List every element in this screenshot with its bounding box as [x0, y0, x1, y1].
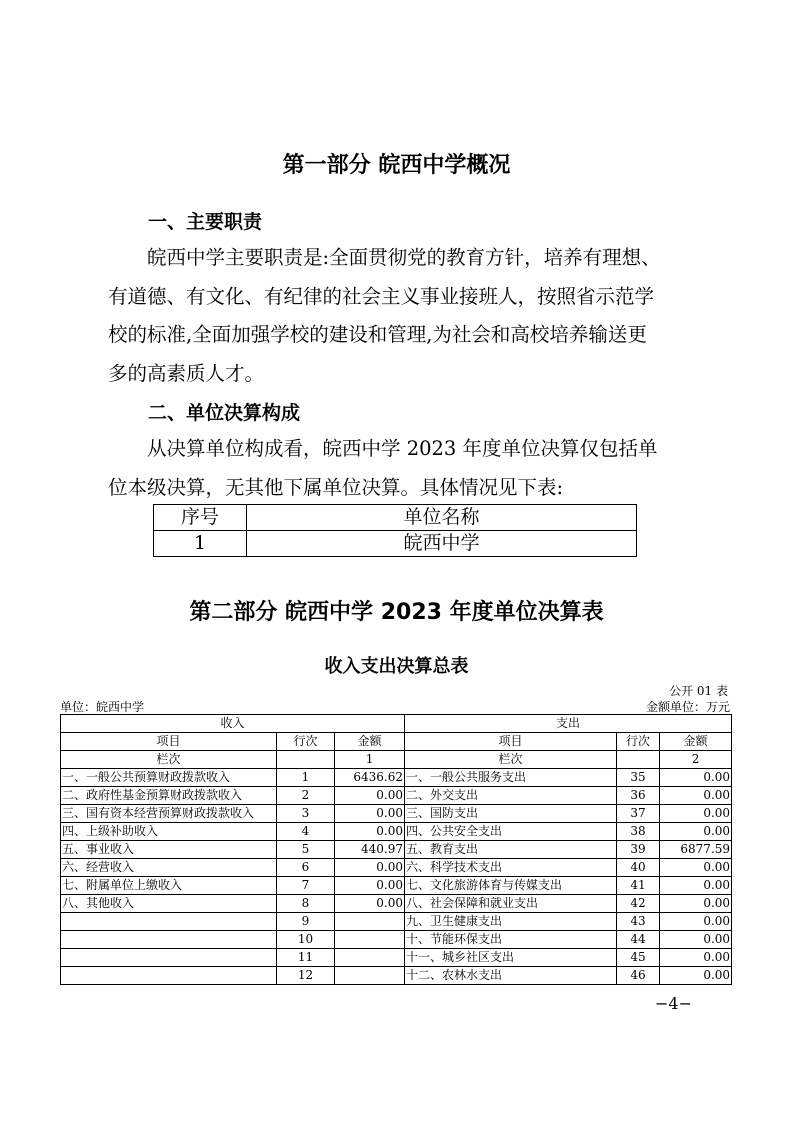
cell-in-amount: 0.00	[335, 787, 405, 805]
table-row	[154, 531, 637, 557]
cell-ex-item: 十、节能环保支出	[405, 931, 617, 949]
cell-ex-amount: 0.00	[660, 967, 732, 985]
cell-in-item: 八、其他收入	[61, 895, 277, 913]
cell-ex-item: 一、一般公共服务支出	[405, 769, 617, 787]
table-row	[61, 805, 732, 823]
cell-ex-amount: 0.00	[660, 823, 732, 841]
cell-in-amount	[335, 967, 405, 985]
cell-in-line: 3	[277, 805, 335, 823]
cell-in-item: 五、事业收入	[61, 841, 277, 859]
income-item-header: 项目	[61, 733, 277, 751]
income-line-header: 行次	[277, 733, 335, 751]
section1-paragraph	[108, 239, 688, 393]
table-row	[61, 895, 732, 913]
cell-in-amount: 6436.62	[335, 769, 405, 787]
section1-heading: 一、主要职责	[148, 211, 263, 233]
cell-in-item	[61, 967, 277, 985]
cell-in-amount: 0.00	[335, 859, 405, 877]
cell-ex-line: 44	[617, 931, 660, 949]
cell-in-item: 六、经营收入	[61, 859, 277, 877]
section2-heading: 二、单位决算构成	[148, 402, 301, 424]
cell-in-amount	[335, 931, 405, 949]
cell-ex-item: 十一、城乡社区支出	[405, 949, 617, 967]
expense-group-header: 支出	[405, 715, 732, 733]
cell-ex-item: 八、社会保障和就业支出	[405, 895, 617, 913]
cell-ex-item: 四、公共安全支出	[405, 823, 617, 841]
cell-unit-name: 皖西中学	[247, 531, 637, 557]
cell-ex-item: 二、外交支出	[405, 787, 617, 805]
cell-in-line: 2	[277, 787, 335, 805]
cell-ex-item: 十二、农林水支出	[405, 967, 617, 985]
expense-index-label: 栏次	[405, 751, 617, 769]
cell-in-item: 七、附属单位上缴收入	[61, 877, 277, 895]
paragraph-line: 有道德、有文化、有纪律的社会主义事业接班人，按照省示范学	[108, 284, 655, 308]
part1-title: 第一部分 皖西中学概况	[282, 153, 511, 178]
section2-paragraph	[108, 430, 688, 507]
table-row	[61, 787, 732, 805]
cell-ex-line: 40	[617, 859, 660, 877]
income-amount-header: 金额	[335, 733, 405, 751]
paragraph-line: 皖西中学主要职责是:全面贯彻党的教育方针，培养有理想、	[147, 246, 661, 269]
cell-ex-line: 41	[617, 877, 660, 895]
cell-ex-line: 37	[617, 805, 660, 823]
summary-table-title: 收入支出决算总表	[324, 656, 469, 677]
part2-title: 第二部分 皖西中学 2023 年度单位决算表	[189, 600, 604, 625]
table-row	[61, 967, 732, 985]
cell-in-line: 7	[277, 877, 335, 895]
cell-ex-line: 39	[617, 841, 660, 859]
cell-in-line: 1	[277, 769, 335, 787]
income-group-header: 收入	[61, 715, 405, 733]
cell-ex-item: 五、教育支出	[405, 841, 617, 859]
cell-ex-amount: 0.00	[660, 877, 732, 895]
cell-ex-amount: 0.00	[660, 859, 732, 877]
paragraph-line: 校的标准,全面加强学校的建设和管理,为社会和高校培养输送更	[108, 323, 647, 346]
cell-in-line: 8	[277, 895, 335, 913]
cell-in-line: 12	[277, 967, 335, 985]
expense-index-number: 2	[660, 751, 732, 769]
cell-in-line: 9	[277, 913, 335, 931]
cell-ex-amount: 0.00	[660, 787, 732, 805]
empty-cell	[617, 751, 660, 769]
cell-ex-line: 35	[617, 769, 660, 787]
cell-in-line: 11	[277, 949, 335, 967]
empty-cell	[277, 751, 335, 769]
cell-seq: 1	[154, 531, 247, 557]
table-row	[61, 877, 732, 895]
table-row	[61, 949, 732, 967]
group-header-row	[61, 715, 732, 733]
table-header-row	[154, 505, 637, 531]
summary-body	[61, 769, 732, 985]
table-row	[61, 823, 732, 841]
cell-ex-line: 43	[617, 913, 660, 931]
unit-label: 单位：皖西中学	[60, 700, 145, 714]
cell-ex-amount: 0.00	[660, 769, 732, 787]
column-header-row	[61, 733, 732, 751]
cell-ex-line: 36	[617, 787, 660, 805]
cell-ex-amount: 6877.59	[660, 841, 732, 859]
cell-ex-amount: 0.00	[660, 949, 732, 967]
expense-line-header: 行次	[617, 733, 660, 751]
cell-in-line: 6	[277, 859, 335, 877]
table-row	[61, 769, 732, 787]
table-row	[61, 913, 732, 931]
header-unit-name: 单位名称	[247, 505, 637, 531]
cell-ex-item: 六、科学技术支出	[405, 859, 617, 877]
paragraph-line: 多的高素质人才。	[108, 361, 265, 385]
table-row	[61, 931, 732, 949]
cell-in-amount	[335, 949, 405, 967]
cell-in-amount: 0.00	[335, 805, 405, 823]
cell-in-line: 4	[277, 823, 335, 841]
cell-in-line: 10	[277, 931, 335, 949]
cell-ex-amount: 0.00	[660, 805, 732, 823]
table-code: 公开 01 表	[669, 684, 728, 698]
cell-in-item: 三、国有资本经营预算财政拨款收入	[61, 805, 277, 823]
cell-ex-line: 38	[617, 823, 660, 841]
cell-ex-amount: 0.00	[660, 913, 732, 931]
cell-in-item: 四、上级补助收入	[61, 823, 277, 841]
unit-table	[153, 504, 637, 557]
cell-in-amount: 0.00	[335, 877, 405, 895]
paragraph-line: 从决算单位构成看，皖西中学 2023 年度单位决算仅包括单	[147, 437, 658, 460]
cell-in-amount: 0.00	[335, 823, 405, 841]
cell-in-item: 二、政府性基金预算财政拨款收入	[61, 787, 277, 805]
cell-ex-line: 45	[617, 949, 660, 967]
income-index-label: 栏次	[61, 751, 277, 769]
header-seq: 序号	[154, 505, 247, 531]
cell-in-item: 一、一般公共预算财政拨款收入	[61, 769, 277, 787]
column-index-row	[61, 751, 732, 769]
cell-in-item	[61, 913, 277, 931]
paragraph-line: 位本级决算，无其他下属单位决算。具体情况见下表:	[108, 475, 564, 499]
cell-ex-item: 九、卫生健康支出	[405, 913, 617, 931]
income-index-number: 1	[335, 751, 405, 769]
cell-in-amount: 440.97	[335, 841, 405, 859]
table-row	[61, 841, 732, 859]
income-expense-summary-table	[60, 714, 732, 985]
cell-in-item	[61, 931, 277, 949]
cell-ex-line: 46	[617, 967, 660, 985]
cell-ex-line: 42	[617, 895, 660, 913]
page-number: −4−	[655, 994, 692, 1013]
cell-ex-amount: 0.00	[660, 931, 732, 949]
cell-in-line: 5	[277, 841, 335, 859]
amount-unit: 金额单位：万元	[645, 700, 730, 714]
expense-item-header: 项目	[405, 733, 617, 751]
cell-in-amount	[335, 913, 405, 931]
cell-ex-amount: 0.00	[660, 895, 732, 913]
cell-in-item	[61, 949, 277, 967]
table-row	[61, 859, 732, 877]
expense-amount-header: 金额	[660, 733, 732, 751]
cell-ex-item: 三、国防支出	[405, 805, 617, 823]
cell-in-amount: 0.00	[335, 895, 405, 913]
cell-ex-item: 七、文化旅游体育与传媒支出	[405, 877, 617, 895]
